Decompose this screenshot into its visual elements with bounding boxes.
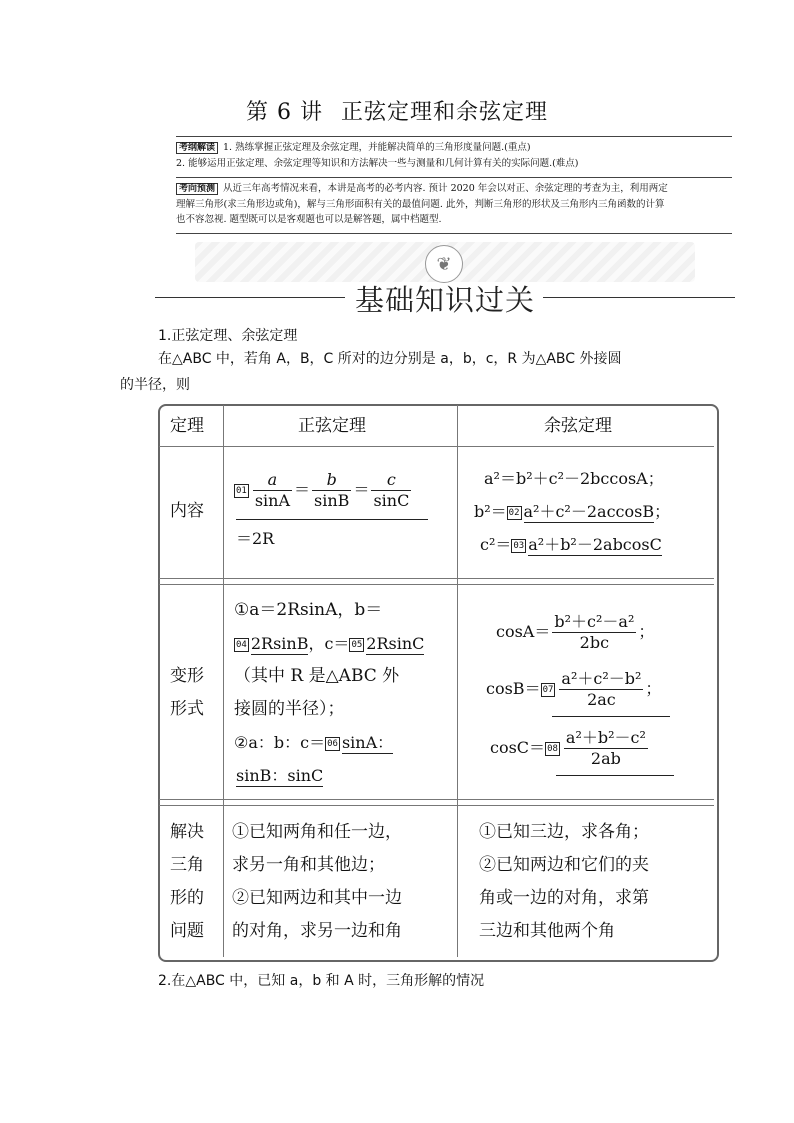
blank-number: 05 [351, 639, 363, 650]
formula-text: c²＝ [480, 535, 512, 554]
row-label-problems: 形的 [170, 888, 204, 908]
numerator: a²＋b²－c² [565, 728, 646, 747]
sine-problem-line: 求另一角和其他边； [232, 855, 385, 875]
formula-text: b²＝ [474, 502, 507, 521]
page-title [0, 95, 794, 126]
banner-title: 基础知识过关 [354, 283, 535, 317]
variant-line1: ①a＝2RsinA，b＝ [234, 600, 383, 620]
blank-number: 03 [513, 540, 525, 551]
divider [176, 136, 732, 137]
blank-number: 07 [542, 684, 554, 695]
kaogang-tag: 考纲解读 [176, 142, 218, 154]
row-divider [159, 578, 714, 579]
denominator: sinC [373, 491, 410, 510]
denominator: 2ac [559, 689, 643, 710]
row-label-content: 内容 [170, 501, 204, 521]
blank-number: 02 [508, 507, 520, 518]
kaogang-line: 1. 熟练掌握正弦定理及余弦定理，并能解决简单的三角形度量问题.(重点) [223, 142, 531, 153]
answer-underline [236, 519, 428, 520]
section-1-heading: 1.正弦定理、余弦定理 [158, 328, 298, 344]
kaoxiang-line: 也不容忽视. 题型既可以是客观题也可以是解答题，属中档题型. [176, 214, 442, 225]
header-theorem: 定理 [170, 416, 204, 436]
kaogang-notes [176, 140, 732, 171]
row-divider [159, 805, 714, 806]
kaoxiang-line: 理解三角形(求三角形边或角)，解与三角形面积有关的最值问题. 此外，判断三角形的形状及三角形内三角函数的计算 [176, 199, 665, 210]
variant-line3: （其中 R 是△ABC 外 [234, 666, 400, 686]
variant-line5 [234, 726, 393, 759]
sine-problem-line: ②已知两边和其中一边 [232, 888, 402, 908]
sine-law-formula: 01 $\frac{a}{\sin A}$ ＝ $\frac{b}{\sin B}$ ＝ $\frac{c}{\sin C}$ [236, 470, 410, 510]
section-1-text: 的半径，则 [120, 377, 190, 393]
formula-text: ②a：b：c＝ [234, 733, 326, 752]
numerator: a [267, 470, 278, 489]
denominator: 2bc [552, 632, 636, 653]
header-sine-law: 正弦定理 [298, 416, 366, 436]
blank-number: 06 [327, 738, 338, 749]
formula-text: cosC＝ [490, 738, 546, 757]
banner-line [543, 297, 735, 298]
cosine-problem-line: ②已知两边和它们的夹 [479, 855, 649, 875]
formula-text: ； [638, 622, 655, 641]
row-label-variant: 形式 [170, 699, 204, 719]
banner-line [155, 297, 345, 298]
column-divider [457, 405, 458, 957]
cosine-law-line3 [480, 528, 662, 561]
divider [176, 177, 732, 178]
cosine-law-line2: b²＝ 02 a²＋c²－2accosB； [474, 502, 671, 521]
column-divider [223, 405, 224, 957]
row-label-problems: 解决 [170, 822, 204, 842]
section-2-heading: 2.在△ABC 中，已知 a，b 和 A 时，三角形解的情况 [158, 973, 485, 989]
divider [176, 233, 732, 234]
denominator: sinB [314, 491, 350, 510]
formula-text: ，c＝ [308, 634, 350, 653]
numerator: b [326, 470, 337, 489]
numerator: c [386, 470, 396, 489]
answer-text: 2RsinC [366, 634, 425, 653]
seashell-logo-icon: ❦ [425, 245, 463, 283]
row-label-problems: 问题 [170, 921, 204, 941]
section-1-text: 在△ABC 中，若角 A，B，C 所对的边分别是 a，b，c，R 为△ABC 外接圆 [158, 351, 622, 367]
formula-text: ； [645, 679, 662, 698]
denominator: 2ab [564, 748, 648, 769]
kaoxiang-line: 从近三年高考情况来看，本讲是高考的必考内容. 预计 2020 年会以对正、余弦定理的考查为主，利用两定 [223, 183, 668, 194]
cosine-law-line1: a²＝b²＋c²－2bccosA； [484, 469, 664, 488]
cosine-problem-line: 角或一边的对角，求第 [479, 888, 649, 908]
cosine-problem-line: ①已知三边，求各角； [479, 822, 649, 842]
row-label-variant: 变形 [170, 666, 204, 686]
lecture-number: 第 6 讲 [246, 100, 323, 125]
answer-text: a²＋b²－2abcosC [528, 535, 662, 554]
cosB-formula [486, 669, 661, 710]
variant-line2 [234, 627, 424, 660]
kaogang-line: 2. 能够运用正弦定理、余弦定理等知识和方法解决一些与测量和几何计算有关的实际问题.(难点) [176, 158, 579, 169]
answer-text: sinB：sinC [236, 766, 324, 785]
header-cosine-law: 余弦定理 [544, 416, 612, 436]
variant-line6 [236, 759, 323, 792]
sine-problem-line: 的对角，求另一边和角 [232, 921, 402, 941]
numerator: a²＋c²－b² [561, 669, 642, 688]
sine-law-2R: ＝2R [236, 529, 275, 548]
numerator: b²＋c²－a² [554, 612, 635, 631]
lecture-topic: 正弦定理和余弦定理 [340, 100, 548, 125]
denominator: sinA [254, 491, 291, 510]
kaoxiang-tag: 考向预测 [176, 183, 218, 195]
row-divider [159, 446, 714, 447]
cosA-formula [496, 612, 654, 653]
sine-problem-line: ①已知两角和任一边， [232, 822, 402, 842]
formula-text: cosA＝ [496, 622, 551, 641]
row-divider [159, 584, 714, 585]
cosC-formula [490, 728, 650, 769]
formula-text: cosB＝ [486, 679, 541, 698]
kaoxiang-notes [176, 181, 732, 227]
row-label-problems: 三角 [170, 855, 204, 875]
answer-text: sinA： [341, 733, 394, 752]
blank-number: 01 [236, 485, 247, 496]
answer-underline [556, 775, 674, 776]
row-divider [159, 799, 714, 800]
section-banner [155, 242, 735, 317]
answer-underline [552, 716, 670, 717]
answer-text: 2RsinB [250, 634, 309, 653]
variant-line4: 接圆的半径）； [234, 699, 345, 719]
cosine-problem-line: 三边和其他两个角 [479, 921, 615, 941]
blank-number: 08 [547, 743, 558, 754]
blank-number: 04 [236, 639, 247, 650]
answer-text: a²＋c²－2accosB [523, 502, 655, 521]
